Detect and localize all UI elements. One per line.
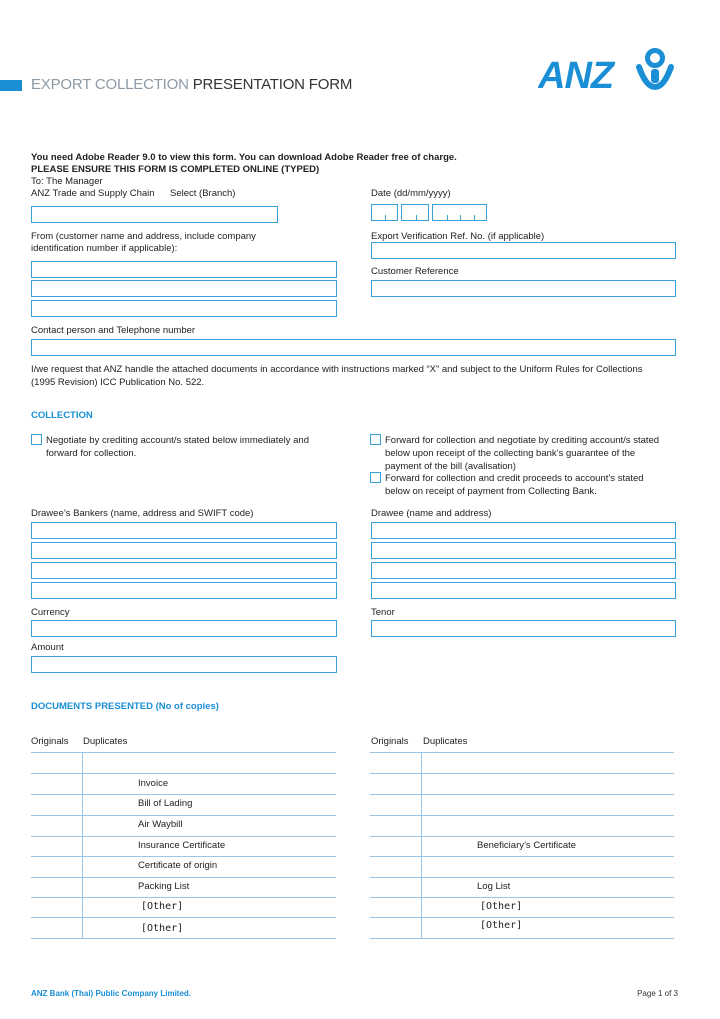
drawee-field-3[interactable] [371, 562, 676, 579]
right-originals-header: Originals [371, 736, 409, 747]
customer-ref-field[interactable] [371, 280, 676, 297]
drawee-field-1[interactable] [371, 522, 676, 539]
doc-other-right-1[interactable]: [Other] [480, 901, 523, 912]
date-year-field[interactable] [432, 204, 487, 221]
anz-logo [538, 45, 678, 93]
from-field-2[interactable] [31, 280, 337, 297]
avalisation-label-line3: payment of the bill (avalisation) [385, 461, 516, 472]
currency-label: Currency [31, 607, 70, 618]
doc-invoice: Invoice [138, 778, 169, 789]
avalisation-checkbox[interactable] [370, 434, 381, 445]
page-title [31, 76, 352, 93]
doc-beneficiary-certificate: Beneficiary’s Certificate [477, 840, 577, 851]
doc-log-list: Log List [477, 881, 511, 892]
anz-logo-text: ANZ [538, 55, 614, 93]
header-accent-bar [0, 80, 22, 91]
doc-other-left-1[interactable]: [Other] [141, 901, 184, 912]
left-originals-header: Originals [31, 736, 69, 747]
doc-other-left-2[interactable]: [Other] [141, 923, 184, 934]
doc-other-right-2[interactable]: [Other] [480, 920, 523, 931]
title-dark: PRESENTATION FORM [192, 76, 353, 93]
from-label-line1: From (customer name and address, include company [31, 231, 256, 242]
left-duplicates-header: Duplicates [83, 736, 128, 747]
from-field-1[interactable] [31, 261, 337, 278]
from-field-3[interactable] [31, 300, 337, 317]
footer-company: ANZ Bank (Thai) Public Company Limited. [31, 989, 192, 998]
amount-label: Amount [31, 642, 64, 653]
negotiate-label-line2: forward for collection. [46, 448, 137, 459]
export-ref-field[interactable] [371, 242, 676, 259]
request-line1: I/we request that ANZ handle the attached documents in accordance with instructions marked “X” and subject to the Uniform Rules for Collections [31, 364, 643, 375]
drawee-bankers-field-3[interactable] [31, 562, 337, 579]
title-light: EXPORT COLLECTION [31, 76, 189, 93]
credit-proceeds-label-line1: Forward for collection and credit proceeds to account’s stated [385, 473, 644, 484]
amount-field[interactable] [31, 656, 337, 673]
currency-field[interactable] [31, 620, 337, 637]
trade-label: ANZ Trade and Supply Chain [31, 188, 155, 199]
doc-packing-list: Packing List [138, 881, 190, 892]
branch-select-label: Select (Branch) [170, 188, 236, 199]
request-line2: (1995 Revision) ICC Publication No. 522. [31, 377, 205, 388]
doc-bill-of-lading: Bill of Lading [138, 798, 193, 809]
online-notice: PLEASE ENSURE THIS FORM IS COMPLETED ONLINE (TYPED) [31, 164, 320, 175]
drawee-field-2[interactable] [371, 542, 676, 559]
avalisation-label-line2: below upon receipt of the collecting bank’s guarantee of the [385, 448, 636, 459]
contact-field[interactable] [31, 339, 676, 356]
drawee-bankers-field-2[interactable] [31, 542, 337, 559]
collection-heading: COLLECTION [31, 410, 93, 421]
from-label-line2: identification number if applicable): [31, 243, 178, 254]
drawee-bankers-label: Drawee’s Bankers (name, address and SWIFT code) [31, 508, 254, 519]
credit-proceeds-checkbox[interactable] [370, 472, 381, 483]
drawee-label: Drawee (name and address) [371, 508, 492, 519]
tenor-field[interactable] [371, 620, 676, 637]
export-ref-label: Export Verification Ref. No. (if applicable) [371, 231, 545, 242]
footer-page-number: Page 1 of 3 [637, 989, 678, 998]
drawee-bankers-field-4[interactable] [31, 582, 337, 599]
right-duplicates-header: Duplicates [423, 736, 468, 747]
documents-heading: DOCUMENTS PRESENTED (No of copies) [31, 701, 219, 712]
doc-air-waybill: Air Waybill [138, 819, 183, 830]
date-month-field[interactable] [401, 204, 429, 221]
customer-ref-label: Customer Reference [371, 266, 459, 277]
date-day-field[interactable] [371, 204, 398, 221]
date-label: Date (dd/mm/yyyy) [371, 188, 451, 199]
avalisation-label-line1: Forward for collection and negotiate by crediting account/s stated [385, 435, 660, 446]
drawee-bankers-field-1[interactable] [31, 522, 337, 539]
to-manager: To: The Manager [31, 176, 103, 187]
drawee-field-4[interactable] [371, 582, 676, 599]
branch-select-field[interactable] [31, 206, 278, 223]
negotiate-checkbox[interactable] [31, 434, 42, 445]
negotiate-label-line1: Negotiate by crediting account/s stated below immediately and [46, 435, 309, 446]
doc-certificate-of-origin: Certificate of origin [138, 860, 218, 871]
contact-label: Contact person and Telephone number [31, 325, 196, 336]
adobe-notice: You need Adobe Reader 9.0 to view this form. You can download Adobe Reader free of charge. [31, 152, 457, 163]
doc-insurance-certificate: Insurance Certificate [138, 840, 226, 851]
tenor-label: Tenor [371, 607, 395, 618]
credit-proceeds-label-line2: below on receipt of payment from Collecting Bank. [385, 486, 597, 497]
